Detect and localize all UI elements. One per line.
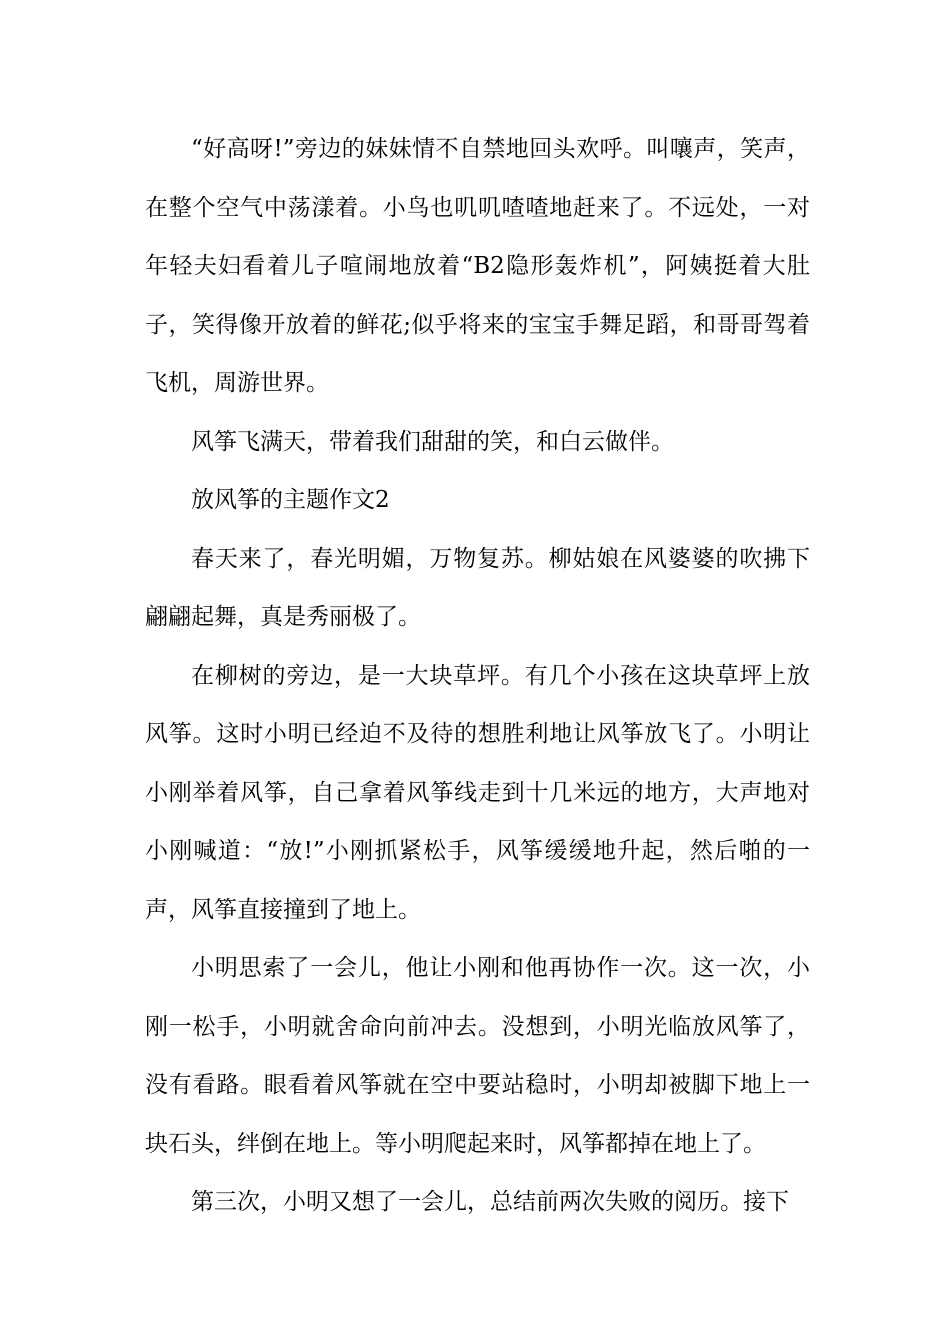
document-page (145, 120, 810, 1232)
paragraph-third-try: 第三次，小明又想了一会儿，总结前两次失败的阅历。接下 (191, 1189, 789, 1215)
section-heading: 放风筝的主题作文2 (191, 487, 390, 513)
paragraph-first-try: 在柳树的旁边，是一大块草坪。有几个小孩在这块草坪上放风筝。这时小明已经迫不及待的想胜利地让风筝放飞了。小明让小刚举着风筝，自己拿着风筝线走到十几米远的地方，大声地对小刚喊道：“放!”小刚抓紧松手，风筝缓缓地升起，然后啪的一声，风筝直接撞到了地上。 (145, 662, 810, 923)
paragraph-spring: 春天来了，春光明媚，万物复苏。柳姑娘在风婆婆的吹拂下翩翩起舞，真是秀丽极了。 (145, 545, 810, 630)
paragraph-cheering: “好高呀!”旁边的妹妹情不自禁地回头欢呼。叫嚷声，笑声，在整个空气中荡漾着。小鸟也叽叽喳喳地赶来了。不远处，一对年轻夫妇看着儿子喧闹地放着“B2隐形轰炸机”，阿姨挺着大肚子，笑得像开放着的鲜花;似乎将来的宝宝手舞足蹈，和哥哥驾着飞机，周游世界。 (145, 136, 810, 396)
paragraph-second-try: 小明思索了一会儿，他让小刚和他再协作一次。这一次，小刚一松手，小明就舍命向前冲去。没想到，小明光临放风筝了，没有看路。眼看着风筝就在空中要站稳时，小明却被脚下地上一块石头，绊倒在地上。等小明爬起来时，风筝都掉在地上了。 (145, 955, 810, 1157)
paragraph-kites-fill-sky: 风筝飞满天，带着我们甜甜的笑，和白云做伴。 (191, 428, 674, 455)
